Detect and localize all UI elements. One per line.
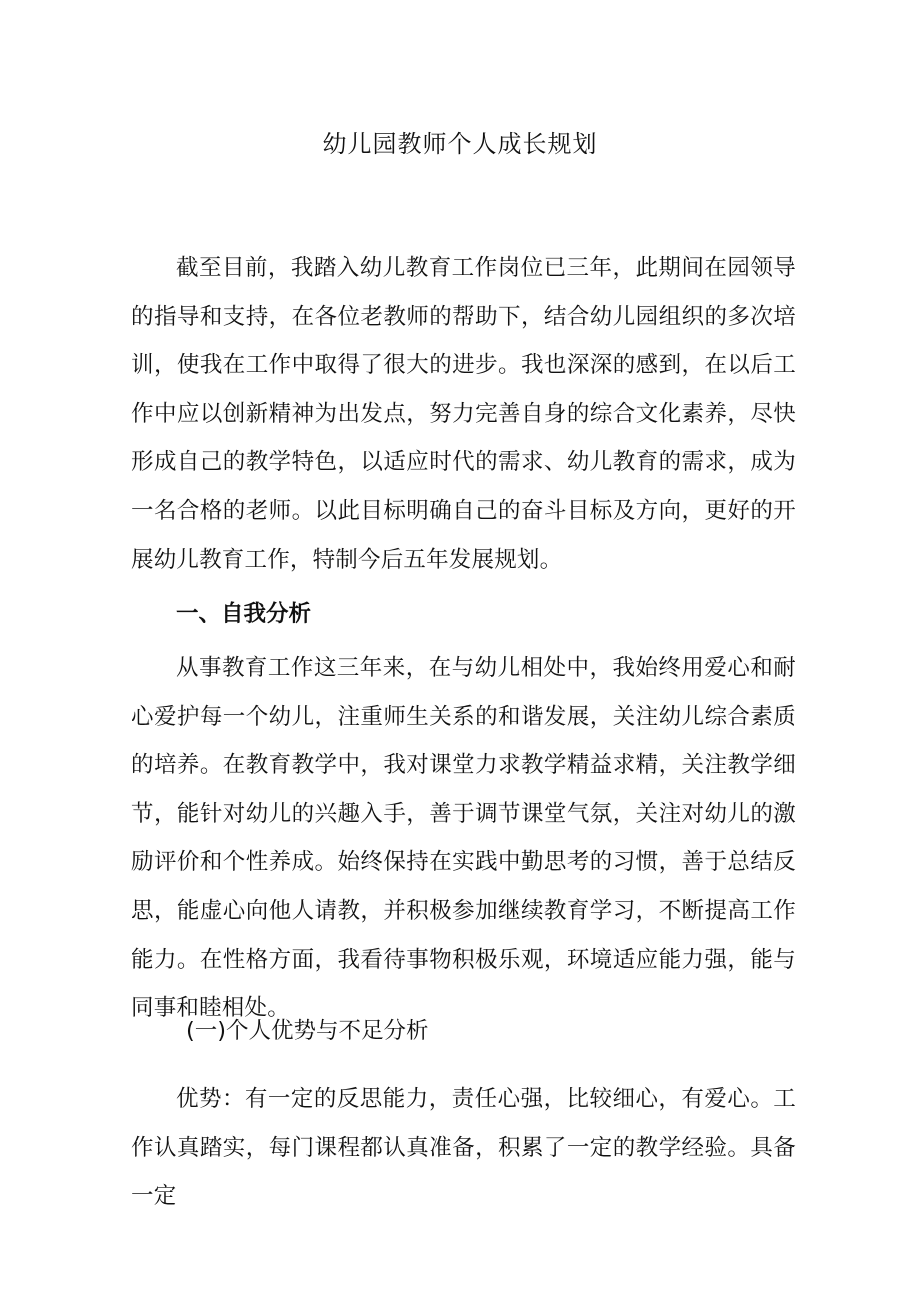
section-heading-self-analysis: 一、自我分析 [176, 601, 312, 627]
self-analysis-paragraph: 从事教育工作这三年来，在与幼儿相处中，我始终用爱心和耐心爱护每一个幼儿，注重师生关系的和谐发展，关注幼儿综合素质的培养。在教育教学中，我对课堂力求教学精益求精，关注教学细节，能针对幼儿的兴趣入手，善于调节课堂气氛，关注对幼儿的激励评价和个性养成。始终保持在实践中勤思考的习惯，善于总结反思，能虚心向他人请教，并积极参加继续教育学习，不断提高工作能力。在性格方面，我看待事物积极乐观，环境适应能力强，能与同事和睦相处。 [131, 655, 796, 1022]
subsection-heading-strengths-weaknesses: (一)个人优势与不足分析 [186, 1018, 429, 1044]
page-title: 幼儿园教师个人成长规划 [322, 130, 598, 158]
intro-paragraph: 截至目前，我踏入幼儿教育工作岗位已三年，此期间在园领导的指导和支持，在各位老教师的帮助下，结合幼儿园组织的多次培训，使我在工作中取得了很大的进步。我也深深的感到，在以后工作中应以创新精神为出发点，努力完善自身的综合文化素养，尽快形成自己的教学特色，以适应时代的需求、幼儿教育的需求，成为一名合格的老师。以此目标明确自己的奋斗目标及方向，更好的开展幼儿教育工作，特制今后五年发展规划。 [131, 255, 796, 573]
strengths-paragraph: 优势：有一定的反思能力，责任心强，比较细心，有爱心。工作认真踏实，每门课程都认真准备，积累了一定的教学经验。具备一定 [131, 1086, 796, 1210]
